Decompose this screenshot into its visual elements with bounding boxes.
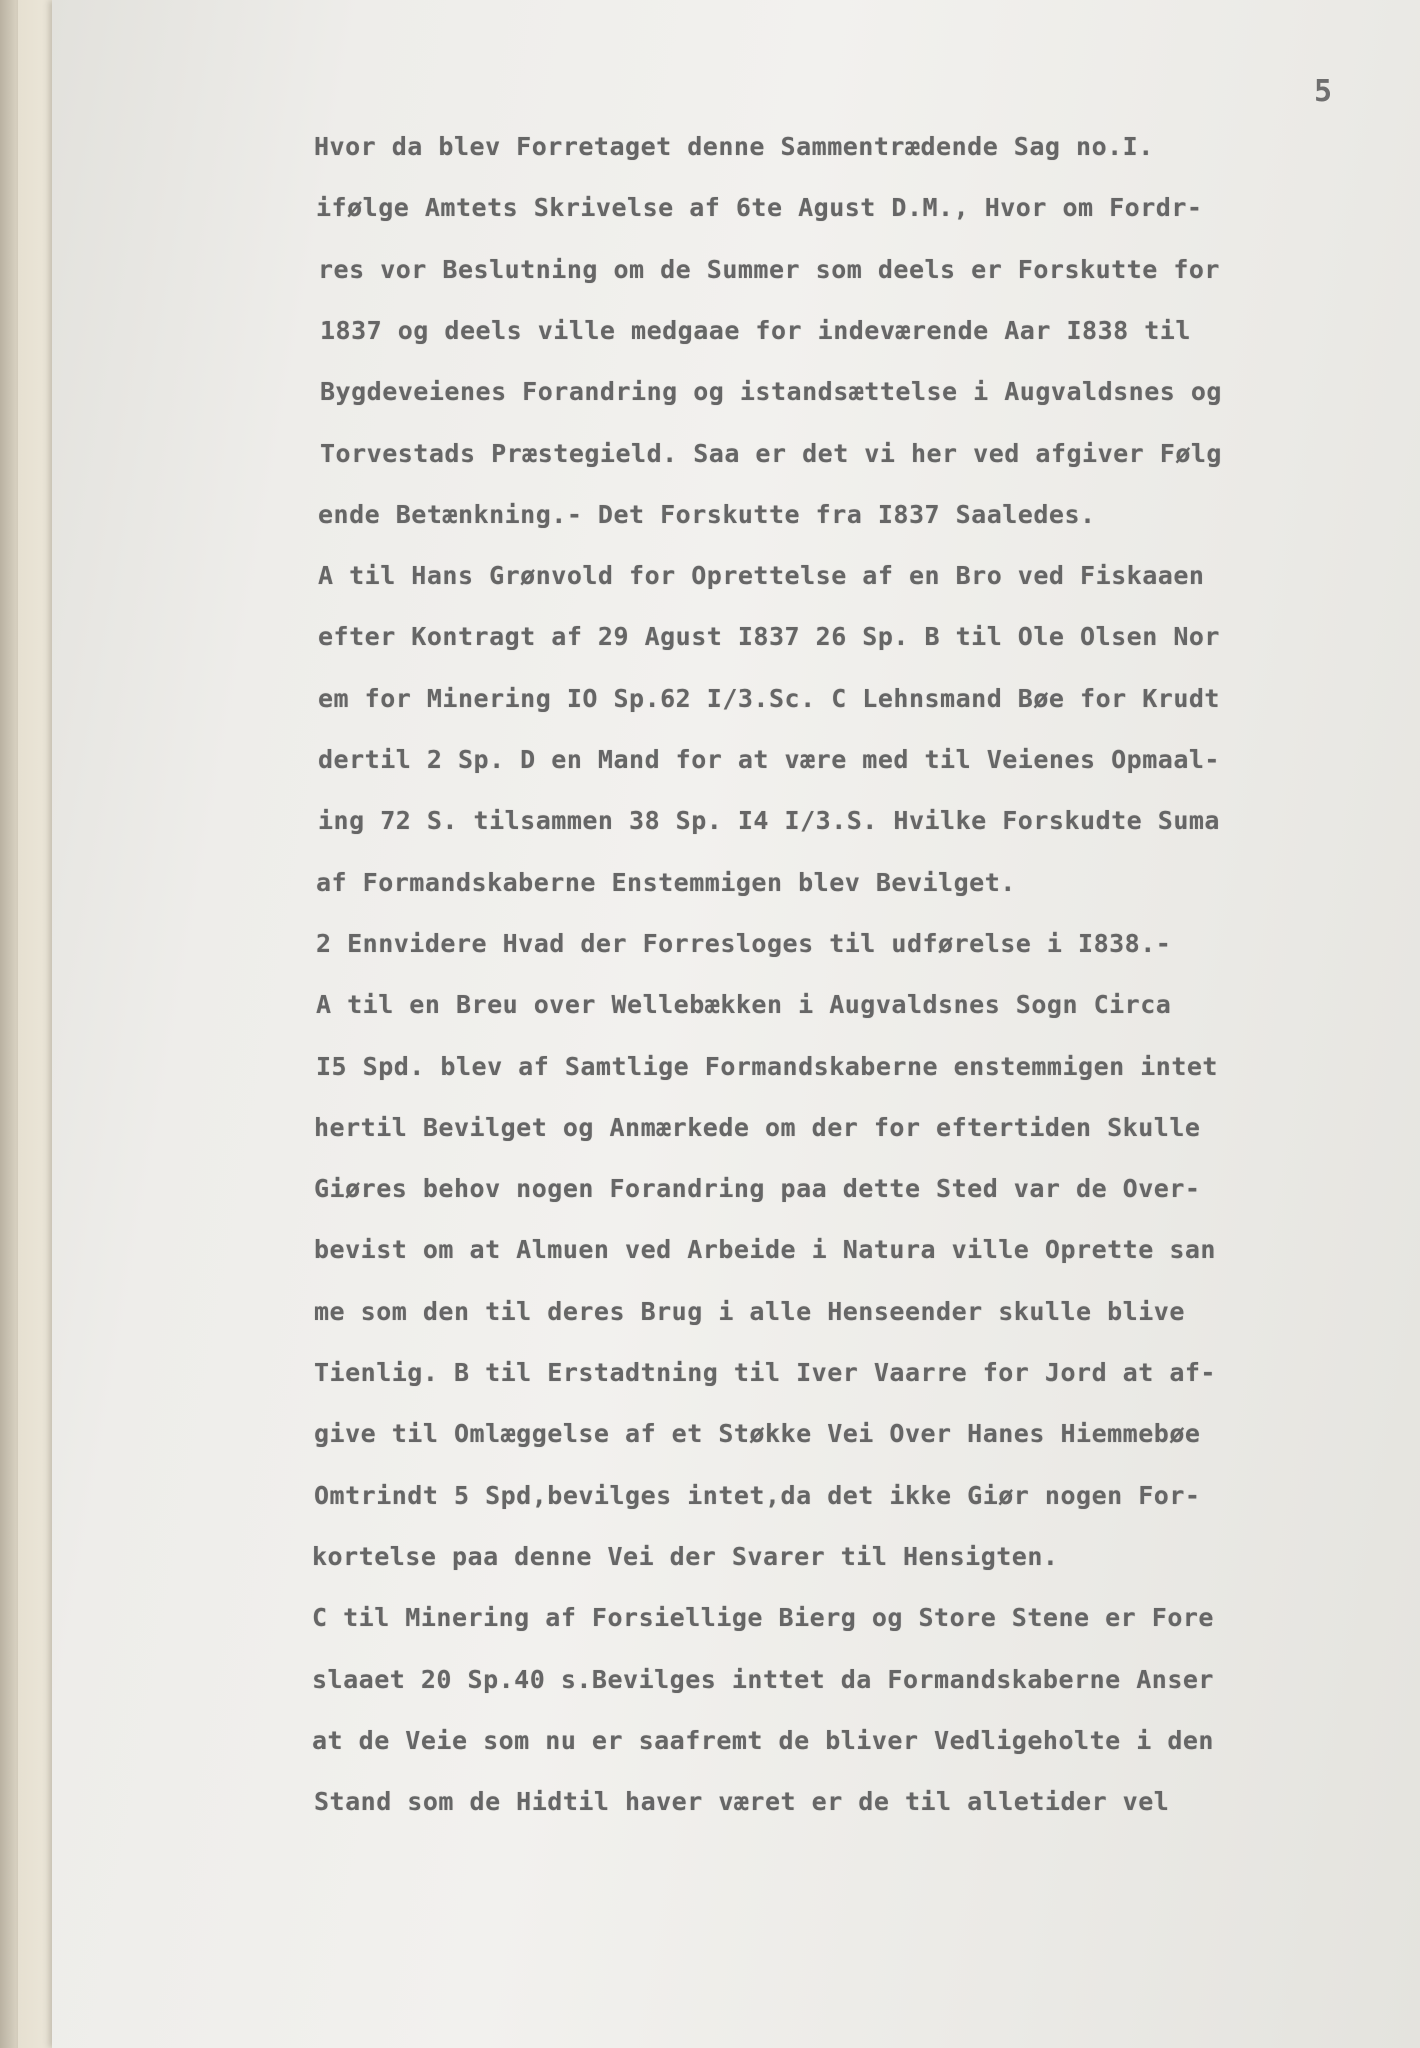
text-line: Torvestads Præstegield. Saa er det vi her ved afgiver Følg: [320, 439, 1222, 468]
text-line: slaaet 20 Sp.40 s.Bevilges inttet da Formandskaberne Anser: [312, 1665, 1214, 1694]
text-line: ifølge Amtets Skrivelse af 6te Agust D.M., Hvor om Fordr-: [316, 193, 1203, 222]
text-line: at de Veie som nu er saafremt de bliver Vedligeholte i den: [312, 1726, 1214, 1755]
text-line: efter Kontragt af 29 Agust I837 26 Sp. B til Ole Olsen Nor: [318, 622, 1220, 651]
text-line: dertil 2 Sp. D en Mand for at være med til Veienes Opmaal-: [318, 745, 1220, 774]
text-line: 2 Ennvidere Hvad der Forresloges til udførelse i I838.-: [316, 929, 1172, 958]
text-line: 1837 og deels ville medgaae for indeværende Aar I838 til: [320, 316, 1191, 345]
text-line: Bygdeveienes Forandring og istandsættelse i Augvaldsnes og: [320, 377, 1222, 406]
text-line: af Formandskaberne Enstemmigen blev Bevilget.: [316, 868, 1016, 897]
text-line: Stand som de Hidtil haver været er de til alletider vel: [314, 1787, 1170, 1816]
text-line: me som den til deres Brug i alle Henseender skulle blive: [314, 1297, 1185, 1326]
text-line: ende Betænkning.- Det Forskutte fra I837 Saaledes.: [318, 500, 1096, 529]
text-line: em for Minering IO Sp.62 I/3.Sc. C Lehnsmand Bøe for Krudt: [318, 684, 1220, 713]
text-line: Tienlig. B til Erstadtning til Iver Vaarre for Jord at af-: [314, 1358, 1216, 1387]
text-line: ing 72 S. tilsammen 38 Sp. I4 I/3.S. Hvilke Forskudte Suma: [318, 806, 1220, 835]
text-line: bevist om at Almuen ved Arbeide i Natura ville Oprette san: [314, 1235, 1216, 1264]
text-line: I5 Spd. blev af Samtlige Formandskaberne enstemmigen intet: [316, 1052, 1218, 1081]
text-line: hertil Bevilget og Anmærkede om der for eftertiden Skulle: [314, 1113, 1201, 1142]
text-line: A til Hans Grønvold for Oprettelse af en Bro ved Fiskaaen: [318, 561, 1205, 590]
text-line: give til Omlæggelse af et Støkke Vei Over Hanes Hiemmebøe: [314, 1419, 1201, 1448]
document-page: [52, 0, 1420, 2048]
text-line: A til en Breu over Wellebækken i Augvaldsnes Sogn Circa: [316, 990, 1172, 1019]
text-line: res vor Beslutning om de Summer som deels er Forskutte for: [318, 255, 1220, 284]
text-line: Hvor da blev Forretaget denne Sammentrædende Sag no.I.: [314, 132, 1154, 161]
text-line: Omtrindt 5 Spd,bevilges intet,da det ikke Giør nogen For-: [314, 1481, 1201, 1510]
text-line: Giøres behov nogen Forandring paa dette Sted var de Over-: [314, 1174, 1201, 1203]
text-line: kortelse paa denne Vei der Svarer til Hensigten.: [312, 1542, 1059, 1571]
page-number: 5: [1314, 74, 1333, 109]
text-line: C til Minering af Forsiellige Bierg og Store Stene er Fore: [312, 1603, 1214, 1632]
